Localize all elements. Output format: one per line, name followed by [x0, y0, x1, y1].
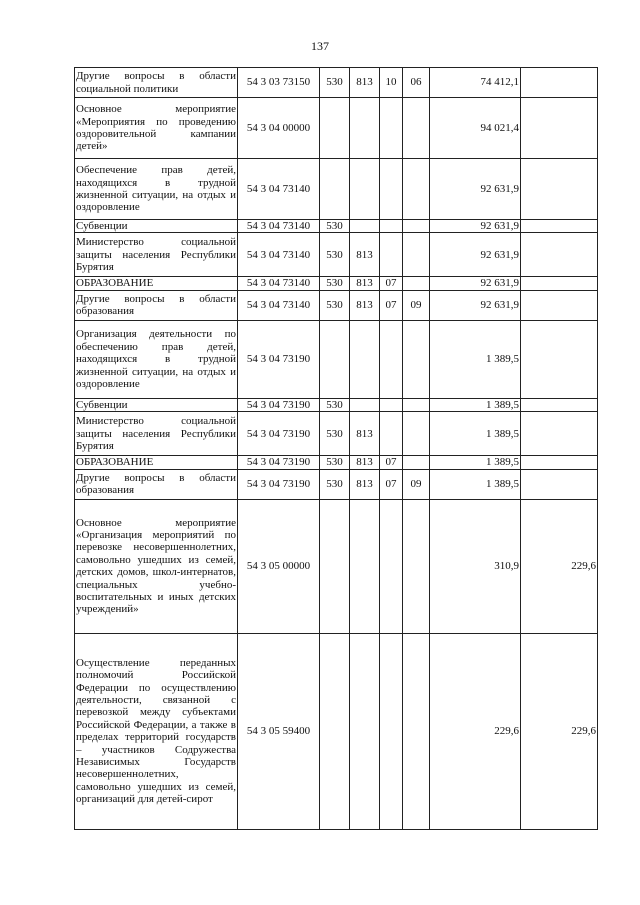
section-cell: 10	[380, 68, 403, 98]
expense-type-cell: 530	[320, 220, 350, 233]
target-code-cell: 54 3 04 73140	[238, 233, 320, 277]
expense-type-cell: 530	[320, 68, 350, 98]
target-code-cell: 54 3 05 00000	[238, 499, 320, 633]
section-cell: 07	[380, 469, 403, 499]
subsection-cell	[403, 456, 430, 469]
target-code-cell: 54 3 04 73140	[238, 290, 320, 320]
subsection-cell	[403, 499, 430, 633]
amount-cell: 92 631,9	[430, 277, 521, 290]
row-name-cell: Другие вопросы в области образования	[75, 290, 238, 320]
amount-cell: 92 631,9	[430, 233, 521, 277]
amount-federal-cell	[521, 398, 598, 411]
target-code-cell: 54 3 04 00000	[238, 98, 320, 159]
amount-federal-cell	[521, 159, 598, 220]
table-row	[75, 633, 598, 829]
row-name-cell: Организация деятельности по обеспечению прав детей, находящихся в трудной жизненной ситуации, на отдых и оздоровление	[75, 320, 238, 398]
subsection-cell	[403, 159, 430, 220]
ministry-code-cell: 813	[350, 290, 380, 320]
expense-type-cell	[320, 320, 350, 398]
row-name-cell: Министерство социальной защиты населения Республики Бурятия	[75, 233, 238, 277]
target-code-cell: 54 3 04 73190	[238, 412, 320, 456]
target-code-cell: 54 3 04 73140	[238, 220, 320, 233]
ministry-code-cell	[350, 633, 380, 829]
row-name-cell: Основное мероприятие «Мероприятия по проведению оздоровительной кампании детей»	[75, 98, 238, 159]
subsection-cell: 09	[403, 290, 430, 320]
table-row	[75, 456, 598, 469]
section-cell	[380, 412, 403, 456]
row-name-cell: Осуществление переданных полномочий Российской Федерации по осуществлению деятельности, связанной с перевозкой между субъектами Российской Федерации, а также в пределах территорий государств – участников Содружества Независимых Государств несовершеннолетних, самовольно ушедших из семей, организаций для детей-сирот	[75, 633, 238, 829]
ministry-code-cell: 813	[350, 277, 380, 290]
expense-type-cell	[320, 159, 350, 220]
expense-type-cell	[320, 499, 350, 633]
row-name-cell: Министерство социальной защиты населения Республики Бурятия	[75, 412, 238, 456]
amount-cell: 229,6	[430, 633, 521, 829]
expense-type-cell: 530	[320, 469, 350, 499]
page-number: 137	[311, 39, 329, 53]
section-cell	[380, 633, 403, 829]
section-cell	[380, 499, 403, 633]
amount-cell: 1 389,5	[430, 398, 521, 411]
row-name-cell: Другие вопросы в области социальной политики	[75, 68, 238, 98]
section-cell	[380, 233, 403, 277]
table-row	[75, 233, 598, 277]
ministry-code-cell	[350, 398, 380, 411]
section-cell	[380, 398, 403, 411]
row-name-cell: Субвенции	[75, 398, 238, 411]
target-code-cell: 54 3 04 73140	[238, 159, 320, 220]
row-name-cell: Обеспечение прав детей, находящихся в трудной жизненной ситуации, на отдых и оздоровление	[75, 159, 238, 220]
amount-federal-cell	[521, 98, 598, 159]
table-row	[75, 320, 598, 398]
amount-cell: 1 389,5	[430, 412, 521, 456]
amount-cell: 92 631,9	[430, 220, 521, 233]
table-row	[75, 499, 598, 633]
ministry-code-cell	[350, 320, 380, 398]
amount-federal-cell	[521, 290, 598, 320]
table-row	[75, 290, 598, 320]
expense-type-cell: 530	[320, 412, 350, 456]
table-row	[75, 469, 598, 499]
expense-type-cell: 530	[320, 277, 350, 290]
subsection-cell: 09	[403, 469, 430, 499]
table-row	[75, 98, 598, 159]
ministry-code-cell	[350, 159, 380, 220]
amount-federal-cell	[521, 320, 598, 398]
section-cell: 07	[380, 277, 403, 290]
target-code-cell: 54 3 04 73190	[238, 398, 320, 411]
amount-federal-cell	[521, 220, 598, 233]
subsection-cell	[403, 412, 430, 456]
amount-federal-cell	[521, 277, 598, 290]
table-row	[75, 277, 598, 290]
row-name-cell: Основное мероприятие «Организация мероприятий по перевозке несовершеннолетних, самовольно ушедших из семей, детских домов, школ-интернатов, специальных учебно-воспитательных и иных детских учреждений»	[75, 499, 238, 633]
table-row	[75, 412, 598, 456]
ministry-code-cell	[350, 220, 380, 233]
row-name-cell: ОБРАЗОВАНИЕ	[75, 277, 238, 290]
expense-type-cell	[320, 98, 350, 159]
target-code-cell: 54 3 04 73190	[238, 320, 320, 398]
ministry-code-cell: 813	[350, 412, 380, 456]
table-row	[75, 68, 598, 98]
target-code-cell: 54 3 03 73150	[238, 68, 320, 98]
amount-federal-cell: 229,6	[521, 633, 598, 829]
subsection-cell	[403, 320, 430, 398]
amount-federal-cell	[521, 68, 598, 98]
section-cell: 07	[380, 290, 403, 320]
section-cell	[380, 98, 403, 159]
amount-federal-cell	[521, 412, 598, 456]
ministry-code-cell: 813	[350, 68, 380, 98]
amount-cell: 74 412,1	[430, 68, 521, 98]
amount-federal-cell	[521, 456, 598, 469]
amount-federal-cell	[521, 469, 598, 499]
expense-type-cell	[320, 633, 350, 829]
row-name-cell: Субвенции	[75, 220, 238, 233]
amount-cell: 310,9	[430, 499, 521, 633]
budget-table	[74, 67, 598, 830]
amount-federal-cell: 229,6	[521, 499, 598, 633]
subsection-cell: 06	[403, 68, 430, 98]
table-row	[75, 220, 598, 233]
amount-cell: 92 631,9	[430, 159, 521, 220]
subsection-cell	[403, 633, 430, 829]
amount-cell: 94 021,4	[430, 98, 521, 159]
amount-cell: 92 631,9	[430, 290, 521, 320]
subsection-cell	[403, 98, 430, 159]
ministry-code-cell: 813	[350, 233, 380, 277]
table-row	[75, 398, 598, 411]
ministry-code-cell	[350, 499, 380, 633]
subsection-cell	[403, 398, 430, 411]
table-row	[75, 159, 598, 220]
section-cell	[380, 320, 403, 398]
subsection-cell	[403, 233, 430, 277]
target-code-cell: 54 3 04 73140	[238, 277, 320, 290]
amount-federal-cell	[521, 233, 598, 277]
ministry-code-cell: 813	[350, 469, 380, 499]
expense-type-cell: 530	[320, 290, 350, 320]
section-cell	[380, 220, 403, 233]
row-name-cell: ОБРАЗОВАНИЕ	[75, 456, 238, 469]
expense-type-cell: 530	[320, 456, 350, 469]
target-code-cell: 54 3 05 59400	[238, 633, 320, 829]
amount-cell: 1 389,5	[430, 456, 521, 469]
amount-cell: 1 389,5	[430, 469, 521, 499]
target-code-cell: 54 3 04 73190	[238, 469, 320, 499]
target-code-cell: 54 3 04 73190	[238, 456, 320, 469]
ministry-code-cell	[350, 98, 380, 159]
subsection-cell	[403, 220, 430, 233]
ministry-code-cell: 813	[350, 456, 380, 469]
expense-type-cell: 530	[320, 398, 350, 411]
section-cell: 07	[380, 456, 403, 469]
section-cell	[380, 159, 403, 220]
expense-type-cell: 530	[320, 233, 350, 277]
amount-cell: 1 389,5	[430, 320, 521, 398]
row-name-cell: Другие вопросы в области образования	[75, 469, 238, 499]
subsection-cell	[403, 277, 430, 290]
